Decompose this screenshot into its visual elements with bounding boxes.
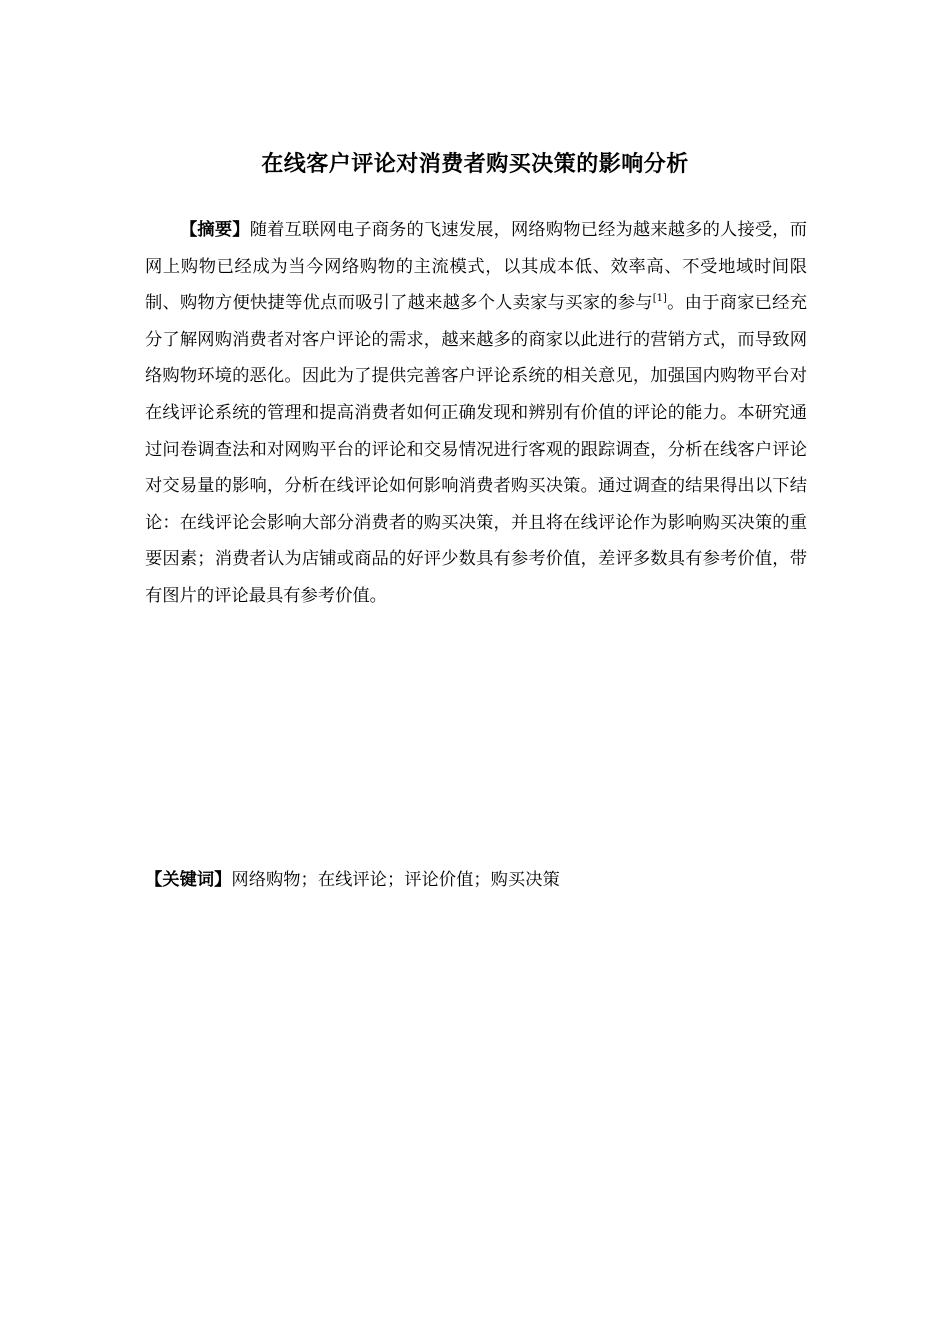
abstract-label: 【摘要】: [180, 220, 250, 240]
abstract-paragraph: [145, 212, 807, 615]
document-title: 在线客户评论对消费者购买决策的影响分析: [261, 152, 689, 177]
keywords-paragraph: [145, 862, 807, 898]
citation-marker[interactable]: [1]: [652, 293, 667, 305]
keywords-text: 网络购物；在线评论；评论价值；购买决策: [231, 870, 560, 890]
keywords-label: 【关键词】: [145, 870, 232, 890]
abstract-text-part1: 随着互联网电子商务的飞速发展，网络购物已经为越来越多的人接受，而网上购物已经成为当今网络购物的主流模式，以其成本低、效率高、不受地域时间限制、购物方便快捷等优点而吸引了越来越多个人卖家与买家的参与: [145, 220, 807, 314]
abstract-text-part2: 。由于商家已经充分了解网购消费者对客户评论的需求，越来越多的商家以此进行的营销方式，而导致网络购物环境的恶化。因此为了提供完善客户评论系统的相关意见，加强国内购物平台对在线评论系统的管理和提高消费者如何正确发现和辨别有价值的评论的能力。本研究通过问卷调查法和对网购平台的评论和交易情况进行客观的跟踪调查，分析在线客户评论对交易量的影响，分析在线评论如何影响消费者购买决策。通过调查的结果得出以下结论：在线评论会影响大部分消费者的购买决策，并且将在线评论作为影响购买决策的重要因素；消费者认为店铺或商品的好评少数具有参考价值，差评多数具有参考价值，带有图片的评论最具有参考价值。: [145, 293, 807, 606]
